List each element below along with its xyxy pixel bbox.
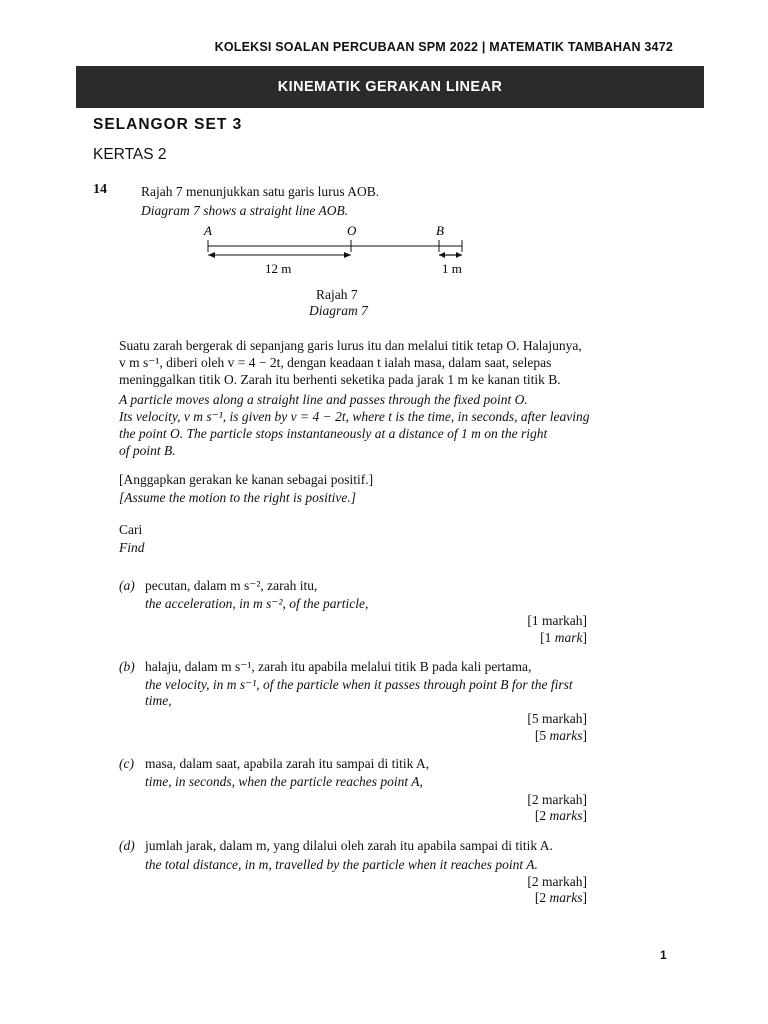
part-c-malay: masa, dalam saat, apabila zarah itu sampai di titik A, — [145, 756, 430, 771]
intro-malay: Rajah 7 menunjukkan satu garis lurus AOB. — [141, 184, 380, 199]
part-a-english: the acceleration, in m s⁻², of the particle, — [145, 596, 369, 611]
intro-english: Diagram 7 shows a straight line AOB. — [141, 203, 349, 218]
part-c-marks-malay: [2 markah] — [527, 792, 587, 807]
part-d-malay: jumlah jarak, dalam m, yang dilalui oleh zarah itu apabila sampai di titik A. — [145, 838, 553, 853]
arrowhead-right-1m — [456, 252, 462, 258]
assumption-malay: [Anggapkan gerakan ke kanan sebagai positif.] — [119, 472, 374, 487]
paragraph-english: A particle moves along a straight line and passes through the fixed point O. Its velocity, v m s⁻¹, is given by v = 4 − 2t, where t is the time, in seconds, after leaving the point O. The particle stops instantaneously at a distance of 1 m on the right of point B. — [119, 392, 590, 458]
arrowhead-left-1m — [439, 252, 445, 258]
point-a-label: A — [204, 223, 212, 238]
question-number: 14 — [93, 182, 107, 197]
diagram-caption-malay: Rajah 7 — [316, 287, 358, 302]
part-a-marks-malay: [1 markah] — [527, 613, 587, 628]
find-malay: Cari — [119, 522, 143, 537]
set-title: SELANGOR SET 3 — [93, 116, 243, 133]
part-d-marks-english: [2 marks] — [534, 890, 587, 905]
part-b-marks-malay: [5 markah] — [527, 711, 587, 726]
part-c-label: (c) — [119, 756, 134, 771]
assumption-english: [Assume the motion to the right is positive.] — [119, 490, 356, 505]
part-b-marks-english: [5 marks] — [534, 728, 587, 743]
running-header: KOLEKSI SOALAN PERCUBAAN SPM 2022 | MATEMATIK TAMBAHAN 3472 — [214, 40, 673, 54]
part-a-label: (a) — [119, 578, 135, 593]
part-c-english: time, in seconds, when the particle reaches point A, — [145, 774, 423, 789]
diagram-caption-english: Diagram 7 — [309, 303, 368, 318]
banner-title: KINEMATIK GERAKAN LINEAR — [277, 79, 503, 95]
part-a-malay: pecutan, dalam m s⁻², zarah itu, — [145, 578, 318, 593]
part-b-label: (b) — [119, 659, 135, 674]
page-number: 1 — [660, 948, 667, 962]
dist-1m-label: 1 m — [442, 261, 462, 276]
paper-label: KERTAS 2 — [93, 146, 167, 163]
part-d-marks-malay: [2 markah] — [527, 874, 587, 889]
part-c-marks-english: [2 marks] — [534, 808, 587, 823]
paragraph-malay: Suatu zarah bergerak di sepanjang garis lurus itu dan melalui titik tetap O. Halajunya, v m s⁻¹, diberi oleh v = 4 − 2t, dengan keadaan t ialah masa, dalam saat, selepas meninggalkan titik O. Zarah itu berhenti seketika pada jarak 1 m ke kanan titik B. — [119, 338, 582, 387]
part-b-english: the velocity, in m s⁻¹, of the particle when it passes through point B for the first — [145, 677, 573, 692]
dist-12m-label: 12 m — [265, 261, 292, 276]
part-d-label: (d) — [119, 838, 135, 853]
part-d-english: the total distance, in m, travelled by the particle when it reaches point A. — [145, 857, 538, 872]
point-b-label: B — [436, 223, 444, 238]
arrowhead-left — [208, 252, 215, 258]
point-o-label: O — [347, 223, 357, 238]
line-diagram — [190, 222, 480, 282]
find-english: Find — [119, 540, 145, 555]
arrowhead-right — [344, 252, 351, 258]
part-b-malay: halaju, dalam m s⁻¹, zarah itu apabila melalui titik B pada kali pertama, — [145, 659, 532, 674]
part-b-english-cont: time, — [145, 693, 172, 708]
topic-banner — [76, 66, 704, 108]
part-a-marks-english: [1 mark] — [540, 630, 587, 645]
